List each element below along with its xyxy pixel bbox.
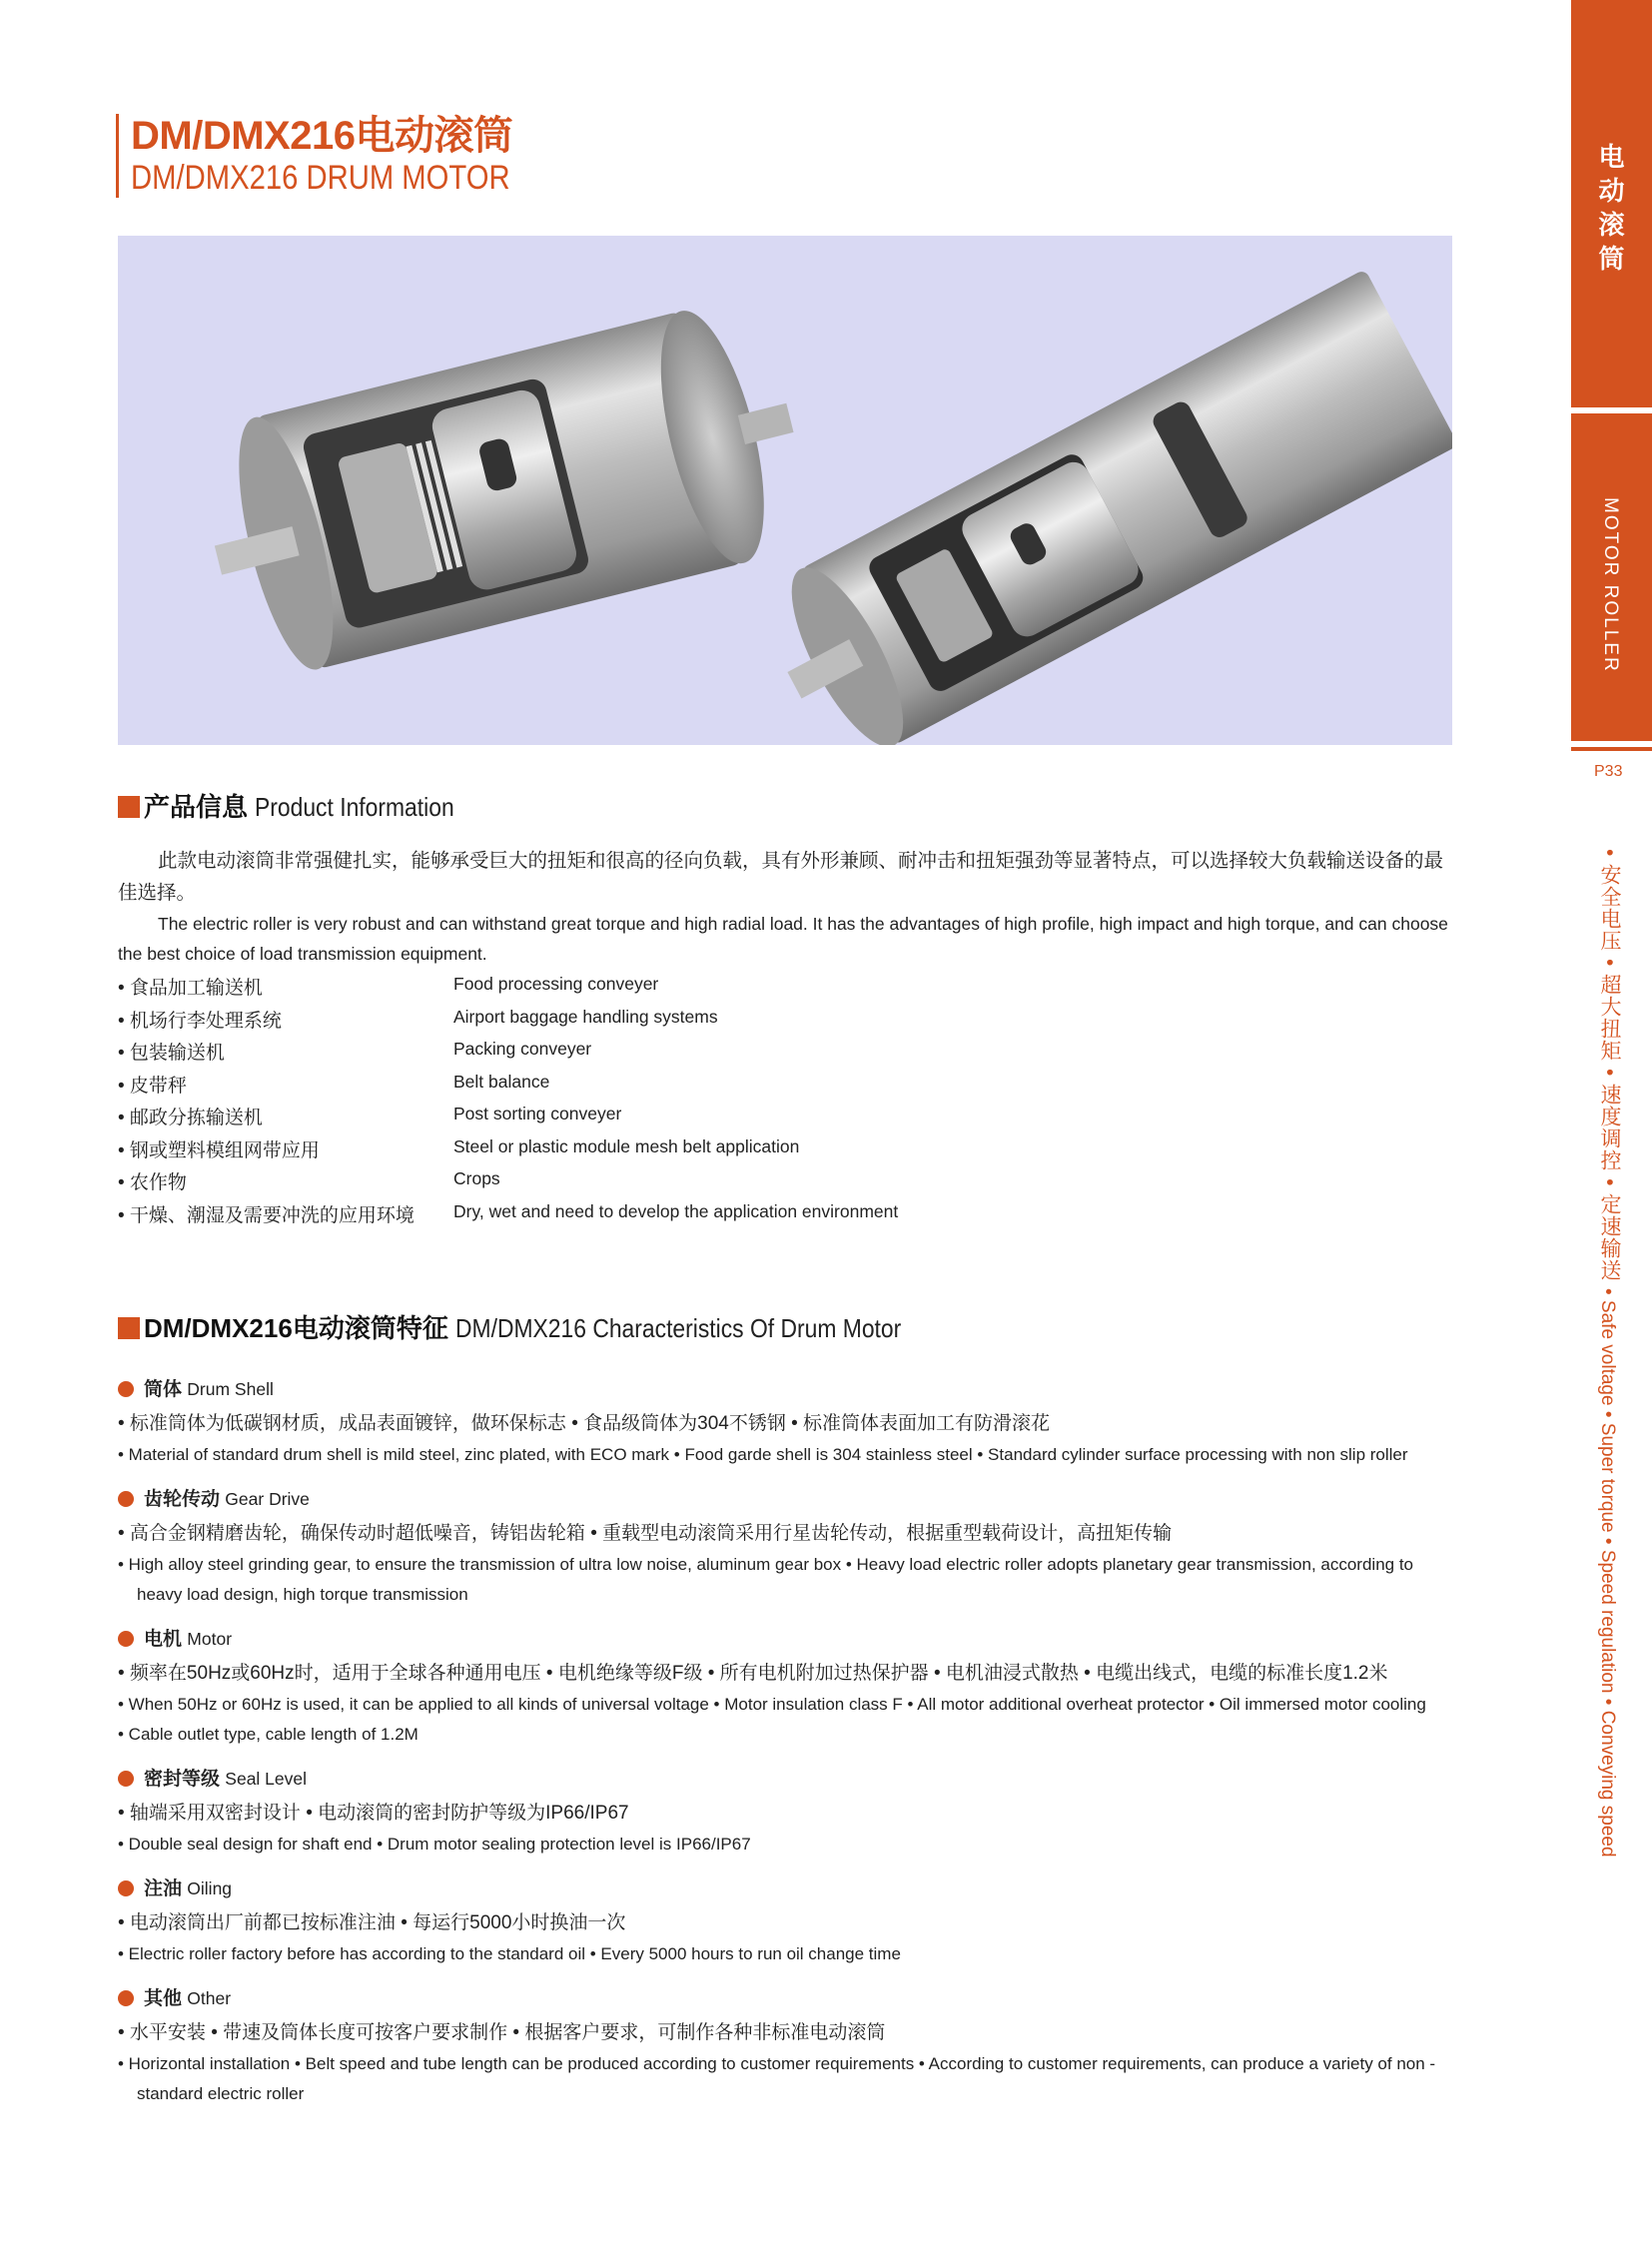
list-item: • 包装输送机 Packing conveyer xyxy=(118,1039,592,1064)
circle-bullet-icon xyxy=(118,1771,134,1787)
circle-bullet-icon xyxy=(118,1631,134,1647)
product-desc-zh: 此款电动滚筒非常强健扎实，能够承受巨大的扭矩和很高的径向负载，具有外形兼顾、耐冲击和扭矩强劲等显著特点，可以选择较大负载输送设备的最佳选择。 xyxy=(118,850,1444,904)
list-item: • 钢或塑料模组网带应用 Steel or plastic module mesh belt application xyxy=(118,1135,800,1161)
list-item: • 机场行李处理系统 Airport baggage handling systems xyxy=(118,1006,718,1032)
list-item: • 农作物 Crops xyxy=(118,1168,500,1193)
sidebar-features-zh: • 安全电压 • 超大扭矩 • 速度调控 • 定速输送 xyxy=(1598,849,1621,1282)
feature-oiling: 注油 Oiling • 电动滚筒出厂前都已按标准注油 • 每运行5000小时换油一次 • Electric roller factory before has according to the standard oil • Every 5000 hours to run oil change time xyxy=(118,1878,901,1963)
circle-bullet-icon xyxy=(118,1491,134,1507)
feature-drum-shell: 筒体 Drum Shell • 标准筒体为低碳钢材质，成品表面镀锌，做环保标志 • 食品级筒体为304不锈钢 • 标准筒体表面加工有防滑滚花 • Material of standard drum shell is mild steel, zinc plated, with ECO mark • Food garde shell is 304 stainless steel • Standard cylinder surface processing with non slip roller xyxy=(118,1379,1408,1464)
product-desc-en: The electric roller is very robust and can withstand great torque and high radial load. It has the advantages of high profile, high impact and high torque, and can choose the best choice of load transmission equipment. xyxy=(118,914,1448,964)
product-info-heading: 产品信息 Product Information xyxy=(118,787,481,824)
title-zh: DM/DMX216电动滚筒 xyxy=(131,114,513,158)
square-bullet-icon xyxy=(118,796,140,818)
feature-other: 其他 Other • 水平安装 • 带速及筒体长度可按客户要求制作 • 根据客户要求，可制作各种非标准电动滚筒 • Horizontal installation • Belt speed and tube length can be produced according to customer requirements • According to customer requirements, can produce a variety of non - standard electric roller xyxy=(118,1988,1436,2103)
sidebar-features-en: • Safe voltage • Super torque • Speed regulation • Conveying speed xyxy=(1597,1288,1618,1858)
circle-bullet-icon xyxy=(118,1381,134,1397)
list-item: • 邮政分拣输送机 Post sorting conveyer xyxy=(118,1104,622,1128)
sidebar-divider xyxy=(1571,747,1652,751)
sidebar-label: 电动滚筒 xyxy=(1598,142,1625,274)
title-en: DM/DMX216 DRUM MOTOR xyxy=(131,159,510,197)
circle-bullet-icon xyxy=(118,1990,134,2006)
characteristics-heading: DM/DMX216电动滚筒特征 DM/DMX216 Characteristics Of Drum Motor xyxy=(118,1308,962,1345)
application-list xyxy=(118,973,1017,1232)
drum-motor-right xyxy=(748,269,1452,745)
product-image xyxy=(118,236,1452,745)
page-number: P33 xyxy=(1594,763,1623,780)
sidebar-category-label: MOTOR ROLLER xyxy=(1600,497,1621,673)
feature-seal-level: 密封等级 Seal Level • 轴端采用双密封设计 • 电动滚筒的密封防护等级为IP66/IP67 • Double seal design for shaft end • Drum motor sealing protection level is IP66/IP67 xyxy=(118,1769,751,1854)
list-item: • 干燥、潮湿及需要冲洗的应用环境 Dry, wet and need to develop the application environment xyxy=(118,1200,899,1226)
list-item: • 皮带秤 Belt balance xyxy=(118,1071,550,1097)
page-title xyxy=(116,114,571,198)
sidebar-category xyxy=(1571,413,1652,741)
feature-motor: 电机 Motor • 频率在50Hz或60Hz时，适用于全球各种通用电压 • 电机绝缘等级F级 • 所有电机附加过热保护器 • 电机油浸式散热 • 电缆出线式，电缆的标准长度1.2米 • When 50Hz or 60Hz is used, it can be applied to all kinds of universal voltage • Motor insulation class F • All motor additional overheat protector • Oil immersed motor cooling • Cable outlet type, cable length of 1.2M xyxy=(118,1629,1426,1744)
drum-motor-left xyxy=(187,292,821,686)
sidebar-tab xyxy=(1571,0,1652,407)
feature-gear-drive: 齿轮传动 Gear Drive • 高合金钢精磨齿轮，确保传动时超低噪音，铸铝齿轮箱 • 重载型电动滚筒采用行星齿轮传动，根据重型载荷设计，高扭矩传输 • High alloy steel grinding gear, to ensure the transmission of ultra low noise, aluminum gear box • Heavy load electric roller adopts planetary gear transmission, according to heavy load design, high torque transmission xyxy=(118,1489,1414,1604)
square-bullet-icon xyxy=(118,1317,140,1339)
circle-bullet-icon xyxy=(118,1880,134,1896)
list-item: • 食品加工输送机 Food processing conveyer xyxy=(118,974,659,999)
